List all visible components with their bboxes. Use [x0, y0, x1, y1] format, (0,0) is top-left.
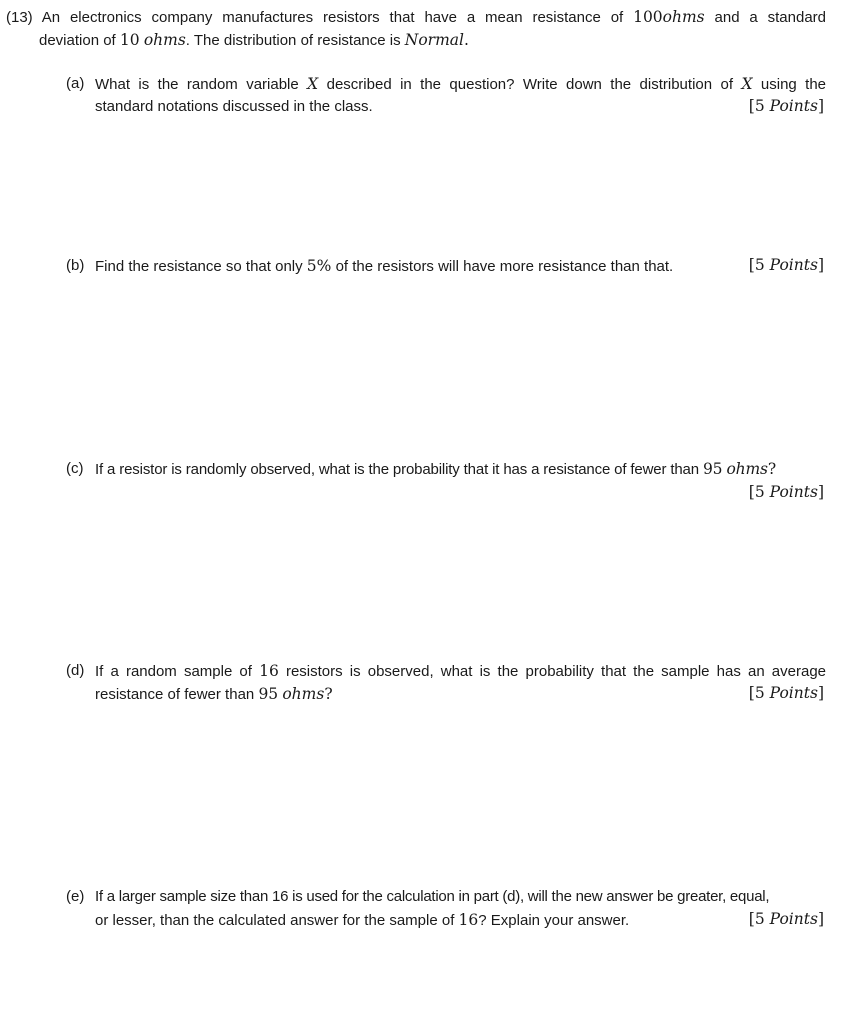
part-d-line-1: If a random sample of 16 resistors is observed, what is the probability that the sample has an average: [95, 662, 827, 680]
part-d-line-2: resistance of fewer than 95 ohms?: [95, 685, 333, 703]
part-a-line-2: standard notations discussed in the class.: [95, 98, 373, 115]
part-e-points: [5 Points]: [748, 910, 824, 928]
part-c-label: (c): [66, 460, 84, 477]
part-e-line-2: or lesser, than the calculated answer for the sample of 16? Explain your answer.: [95, 911, 630, 929]
question-intro-line-1: (13) An electronics company manufactures resistors that have a mean resistance of 100ohms and a standard: [6, 8, 827, 26]
part-e-label: (e): [66, 888, 85, 905]
part-a-line-1: What is the random variable X described in the question? Write down the distribution of X using the: [95, 75, 827, 93]
part-a-label: (a): [66, 75, 85, 92]
part-d-points: [5 Points]: [748, 684, 824, 702]
question-intro-line-2: deviation of 10 ohms. The distribution of resistance is Normal.: [39, 31, 469, 49]
part-e-line-1: If a larger sample size than 16 is used for the calculation in part (d), will the new answer be greater, equal,: [95, 888, 770, 905]
part-d-label: (d): [66, 662, 85, 679]
part-b-label: (b): [66, 257, 85, 274]
part-a-points: [5 Points]: [748, 97, 824, 115]
part-c-points: [5 Points]: [748, 483, 824, 501]
part-b-line-1: Find the resistance so that only 5% of the resistors will have more resistance than that.: [95, 257, 674, 275]
question-number: (13): [6, 9, 33, 26]
part-c-line-1: If a resistor is randomly observed, what is the probability that it has a resistance of fewer than 95 ohms?: [95, 460, 776, 478]
part-b-points: [5 Points]: [748, 256, 824, 274]
